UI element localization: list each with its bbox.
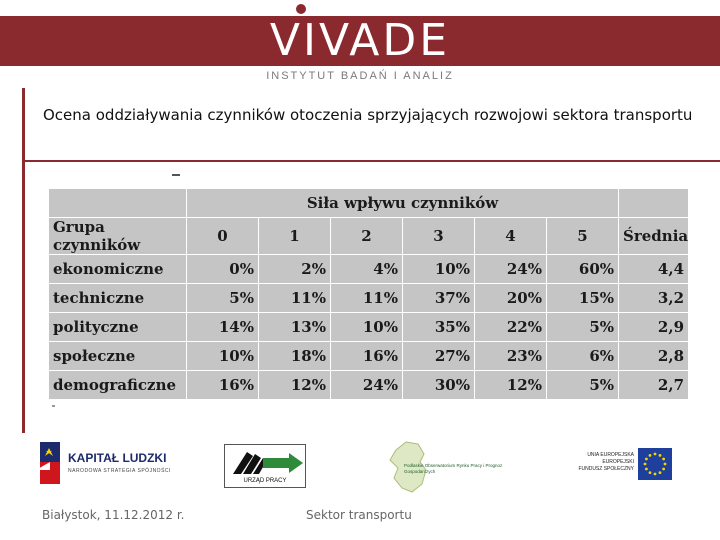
kapital-ludzki-subtitle: NARODOWA STRATEGIA SPÓJNOŚCI: [68, 468, 171, 474]
row-label: polityczne: [49, 313, 187, 342]
table-cell: 60%: [547, 255, 619, 284]
average-cell: 4,4: [619, 255, 689, 284]
table-cell: 11%: [259, 284, 331, 313]
table-cell: 10%: [331, 313, 403, 342]
table-cell: 27%: [403, 342, 475, 371]
row-label: ekonomiczne: [49, 255, 187, 284]
table-header-row: [49, 218, 689, 255]
header: [0, 0, 720, 90]
column-header: 5: [547, 218, 619, 255]
divider-mark: [172, 174, 180, 176]
obserwatorium-label: Podlaskie Obserwatorium Rynku Pracy i Prognoz Gospodarczych: [404, 463, 503, 474]
obserwatorium-logo: [384, 440, 504, 494]
table-cell: 15%: [547, 284, 619, 313]
table-row: [49, 284, 689, 313]
table-cell: 16%: [331, 342, 403, 371]
accent-vertical-line: [22, 88, 25, 433]
table-row: [49, 371, 689, 400]
slide-title: Ocena oddziaływania czynników otoczenia sprzyjających rozwojowi sektora transportu: [43, 106, 693, 124]
table-cell: 11%: [331, 284, 403, 313]
table-super-header: Siła wpływu czynników: [187, 189, 619, 218]
column-header: Grupa czynników: [49, 218, 187, 255]
footer-section: Sektor transportu: [306, 508, 412, 522]
urzad-pracy-logo: [224, 444, 306, 488]
table-cell: 20%: [475, 284, 547, 313]
column-header: 1: [259, 218, 331, 255]
table-cell: 30%: [403, 371, 475, 400]
table-cell: 23%: [475, 342, 547, 371]
table-super-header-row: [49, 189, 689, 218]
accent-horizontal-line: [22, 160, 720, 162]
table-corner-cell: [619, 189, 689, 218]
table-cell: 12%: [475, 371, 547, 400]
brand-subtitle: INSTYTUT BADAŃ I ANALIZ: [266, 70, 454, 82]
data-table: [48, 188, 689, 400]
table-row: [49, 342, 689, 371]
table-cell: 13%: [259, 313, 331, 342]
table-cell: 16%: [187, 371, 259, 400]
table-cell: 5%: [547, 313, 619, 342]
average-cell: 2,7: [619, 371, 689, 400]
kapital-ludzki-flag-icon: [36, 440, 62, 486]
table-cell: 24%: [331, 371, 403, 400]
urzad-pracy-label: URZĄD PRACY: [243, 478, 287, 484]
table-cell: 4%: [331, 255, 403, 284]
row-label: techniczne: [49, 284, 187, 313]
row-label: społeczne: [49, 342, 187, 371]
divider-mark: [52, 405, 55, 407]
table-cell: 10%: [403, 255, 475, 284]
eu-label-line2: EUROPEJSKI: [602, 459, 634, 465]
table-corner-cell: [49, 189, 187, 218]
row-label: demograficzne: [49, 371, 187, 400]
table-cell: 0%: [187, 255, 259, 284]
column-header: 3: [403, 218, 475, 255]
table-cell: 12%: [259, 371, 331, 400]
column-header: 2: [331, 218, 403, 255]
average-cell: 2,9: [619, 313, 689, 342]
table-cell: 24%: [475, 255, 547, 284]
kapital-ludzki-title: KAPITAŁ LUDZKI: [68, 451, 167, 465]
brand-dot-icon: [296, 4, 306, 14]
eu-label-line3: FUNDUSZ SPOŁECZNY: [578, 466, 634, 472]
average-cell: 2,8: [619, 342, 689, 371]
table-row: [49, 313, 689, 342]
table-cell: 5%: [547, 371, 619, 400]
average-cell: 3,2: [619, 284, 689, 313]
column-header: 4: [475, 218, 547, 255]
table-cell: 37%: [403, 284, 475, 313]
table-cell: 35%: [403, 313, 475, 342]
table-cell: 22%: [475, 313, 547, 342]
eu-label-line1: UNIA EUROPEJSKA: [587, 452, 634, 458]
column-header: 0: [187, 218, 259, 255]
table-cell: 14%: [187, 313, 259, 342]
eu-logo: [546, 446, 676, 482]
table-cell: 18%: [259, 342, 331, 371]
column-header: Średnia: [619, 218, 689, 255]
table-cell: 5%: [187, 284, 259, 313]
table-cell: 10%: [187, 342, 259, 371]
table-cell: 2%: [259, 255, 331, 284]
kapital-ludzki-logo: [36, 440, 176, 490]
table-row: [49, 255, 689, 284]
urzad-pracy-arrow-icon: [225, 446, 305, 478]
table-cell: 6%: [547, 342, 619, 371]
eu-flag-icon: [638, 448, 672, 480]
brand-logo: VIVADE: [269, 15, 451, 66]
footer-date: Białystok, 11.12.2012 r.: [42, 508, 185, 522]
